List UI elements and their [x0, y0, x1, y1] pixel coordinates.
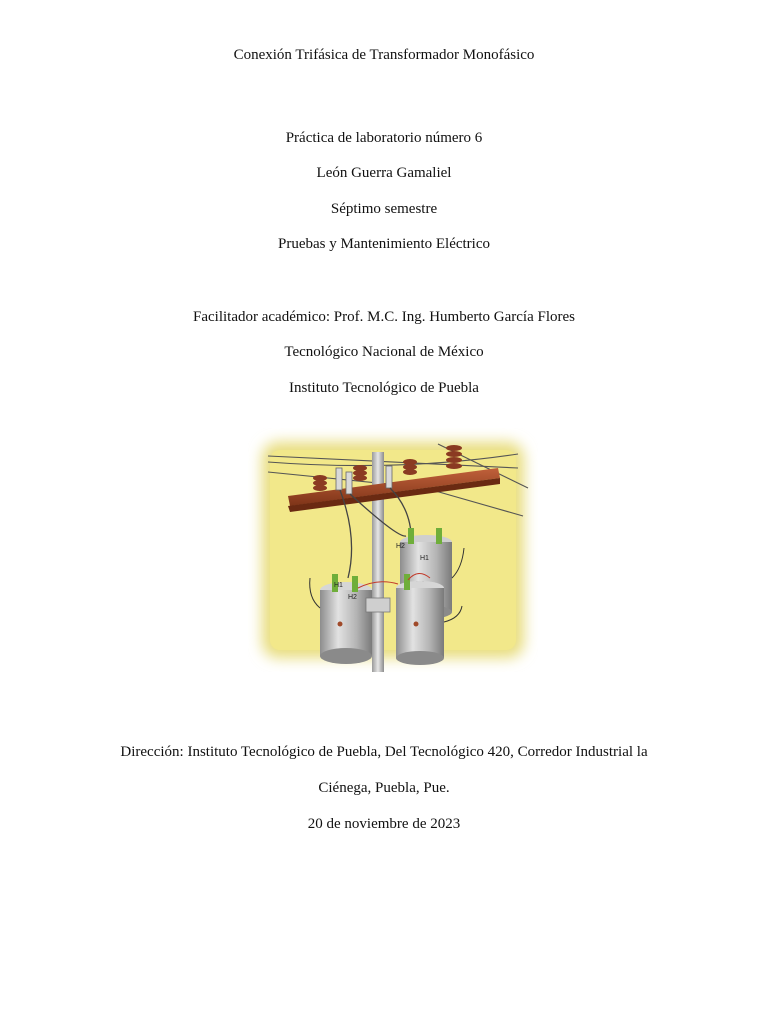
mounting-bracket: [366, 598, 390, 612]
semester: Séptimo semestre: [330, 201, 438, 217]
course-name: Pruebas y Mantenimiento Eléctrico: [277, 236, 491, 252]
transformer-left: [320, 574, 372, 664]
address-line-2: Ciénega, Puebla, Pue.: [318, 780, 450, 796]
facilitator: Facilitador académico: Prof. M.C. Ing. Humberto García Flores: [193, 309, 575, 325]
transformer-bank-illustration: [248, 428, 538, 672]
institution: Tecnológico Nacional de México: [284, 344, 484, 360]
transformer-right: [396, 574, 444, 665]
author-name: León Guerra Gamaliel: [316, 165, 452, 181]
campus: Instituto Tecnológico de Puebla: [289, 380, 479, 396]
document-title: Conexión Trifásica de Transformador Monofásico: [233, 47, 535, 63]
address-line-1: Dirección: Instituto Tecnológico de Puebla, Del Tecnológico 420, Corredor Industrial la: [120, 744, 648, 760]
practice-number: Práctica de laboratorio número 6: [285, 130, 483, 146]
terminal-label-h1: H1: [420, 555, 429, 562]
terminal-label-h1: H1: [334, 582, 343, 589]
terminal-label-h2: H2: [348, 594, 357, 601]
terminal-label-h2: H2: [396, 543, 405, 550]
document-date: 20 de noviembre de 2023: [307, 816, 461, 832]
